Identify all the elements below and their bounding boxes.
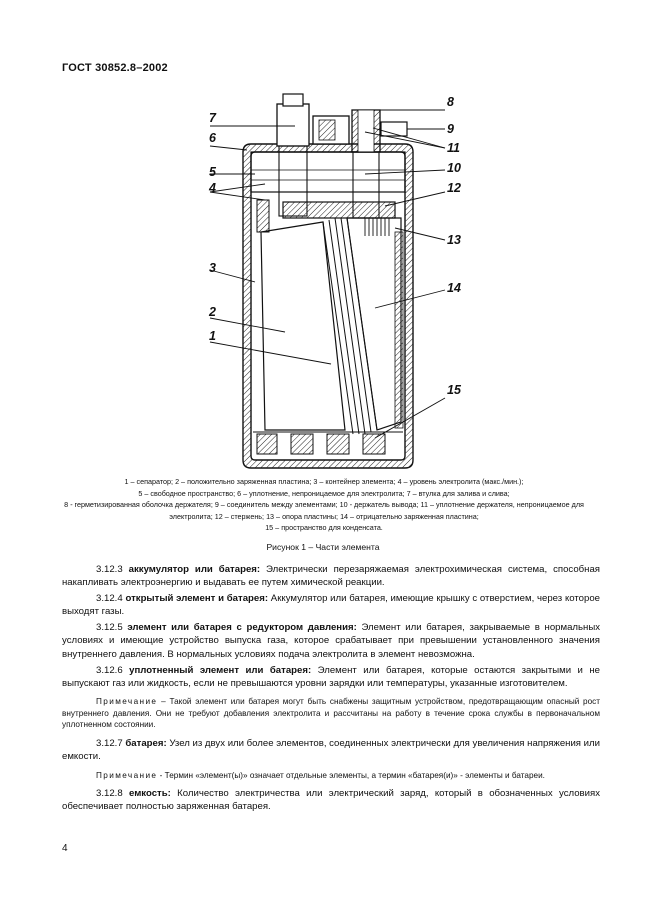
- separators: [323, 218, 377, 434]
- section-3-12-3: 3.12.3 аккумулятор или батарея: Электрически перезаряжаемая электрохимическая система, способная накапливать электроэнергию и выдавать ее путем химической реакции.: [62, 564, 600, 589]
- container-wall-hatch: [243, 144, 413, 468]
- positive-plate: [261, 222, 345, 430]
- label-9: 9: [447, 122, 454, 136]
- note-2: Примечание - Термин «элемент(ы)» означает отдельные элементы, а термин «батарея(и)» - элементы и батареи.: [96, 770, 545, 780]
- negative-plate: [347, 218, 401, 430]
- label-2: 2: [209, 305, 216, 319]
- plate-bar: [283, 202, 395, 218]
- fill-plug: [277, 104, 309, 146]
- section-3-12-6: 3.12.6 уплотненный элемент или батарея: Элемент или батарея, которые остаются закрытыми и не выпускают газ или жидкость, если не превышаются уровни зарядки или температуры, указанные изготовителем.: [62, 664, 601, 689]
- label-1: 1: [209, 329, 216, 343]
- label-10: 10: [447, 161, 461, 175]
- battery-cell-diagram: [195, 92, 465, 472]
- section-3-12-5: 3.12.5 элемент или батарея с редуктором давления: Элемент или батарея, закрываемые в нормальных условиях и имеющие устройство выпуска газа, которое срабатывает при превышении установленного значения внутреннего давления. В нормальных условиях подача электролита в элемент невозможна.: [62, 622, 601, 660]
- label-12: 12: [447, 181, 461, 195]
- section-3-12-4: 3.12.4 открытый элемент и батарея: Аккумулятор или батарея, имеющие крышку с отверстием, через которое выходят газы.: [62, 593, 601, 618]
- note-1: Примечание – Такой элемент или батарея могут быть снабжены защитным устройством, предотвращающим опасный рост внутреннего давления. Они не требуют добавления электролита и рассчитаны на работу в течение срока службы в первоначальном уплотненном состоянии.: [62, 697, 600, 730]
- page-number: 4: [62, 843, 68, 854]
- label-7: 7: [209, 111, 216, 125]
- figure-legend: 1 – сепаратор; 2 – положительно заряженная пластина; 3 – контейнер элемента; 4 – уровень электролита (макс./мин.); 5 – свободное пространство; 6 – уплотнение, непроницаемое для электролита; 7 – втулка для залива и слива; 8 - герметизированная оболочка держателя; 9 – соединитель между элементами; 10 - держатель вывода; 11 – уплотнение держателя, непроницаемое для электролита; 12 – стержень; 13 – опора пластины; 14 – отрицательно заряженная пластина; 15 – пространство для конденсата.: [64, 477, 584, 533]
- document-header: ГОСТ 30852.8–2002: [62, 62, 168, 74]
- figure-caption: Рисунок 1 – Части элемента: [266, 542, 380, 552]
- label-6: 6: [209, 131, 216, 145]
- lid-band: [251, 152, 405, 192]
- section-3-12-7: 3.12.7 батарея: Узел из двух или более элементов, соединенных электрически для увеличения напряжения или емкости.: [62, 737, 600, 763]
- bottom-supports: [257, 434, 385, 454]
- container-outline: [243, 144, 413, 468]
- label-8: 8: [447, 95, 454, 109]
- label-14: 14: [447, 281, 461, 295]
- label-5: 5: [209, 165, 216, 179]
- label-13: 13: [447, 233, 461, 247]
- label-15: 15: [447, 383, 461, 397]
- label-4: 4: [209, 181, 216, 195]
- plate-support: [365, 218, 389, 236]
- label-3: 3: [209, 261, 216, 275]
- section-3-12-8: 3.12.8 емкость: Количество электричества или электрический заряд, который в обозначенных условиях обеспечивает полностью заряженная батарея.: [62, 788, 600, 813]
- body-text: [62, 563, 600, 816]
- label-11: 11: [447, 141, 460, 155]
